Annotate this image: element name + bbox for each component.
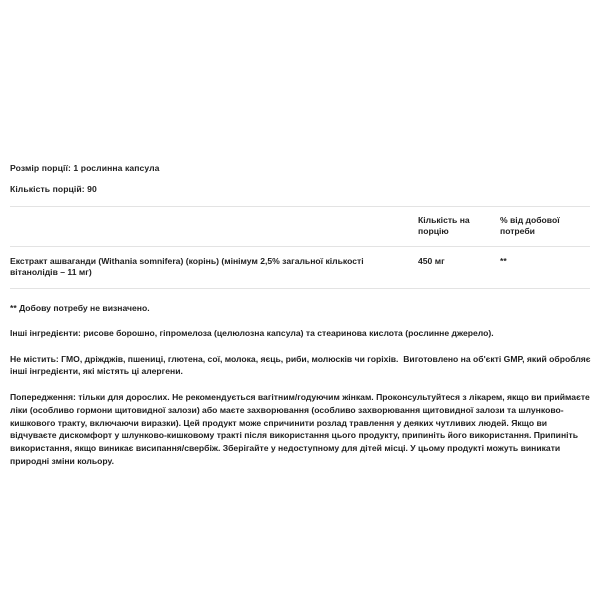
top-spacer	[10, 0, 590, 163]
table-rule-bottom	[10, 288, 590, 289]
table-row	[10, 247, 590, 288]
ingredient-daily-value: **	[500, 255, 507, 266]
ingredient-amount: 450 мг	[418, 255, 445, 266]
column-header-percent-daily-value: % від добової потреби	[500, 214, 560, 237]
divider	[10, 288, 590, 289]
supplement-facts-table	[10, 206, 590, 289]
servings-per-container-line: Кількість порцій: 90	[10, 184, 97, 195]
other-ingredients-text: Інші інгредієнти: рисове борошно, гіпромелоза (целюлозна капсула) та стеаринова кислота (рослинне джерело).	[10, 328, 494, 339]
serving-size-line: Розмір порції: 1 рослинна капсула	[10, 163, 160, 173]
column-header-nutrient	[10, 207, 418, 246]
table-header-row	[10, 207, 590, 246]
column-header-amount-per-serving: Кількість на порцію	[418, 214, 470, 237]
label-body-text	[10, 302, 593, 468]
daily-value-footnote: ** Добову потребу не визначено.	[10, 303, 150, 313]
warning-text: Попередження: тільки для дорослих. Не рекомендується вагітним/годуючим жінкам. Проконсультуйтеся з лікарем, якщо ви приймаєте ліки (особливо гормони щитовидної залози) або маєте захворювання (особливо захворювання щитовидної залози та шлунково-кишкового тракту, включаючи виразки). Цей продукт може спричинити розлад травлення у деяких чутливих людей. Якщо ви відчуваєте дискомфорт у шлунково-кишковому тракті після використання цього продукту, припиніть його використання. Припиніть використання, якщо виникає висипання/свербіж. Зберігайте у недоступному для дітей місці. У цьому продукті можуть виникати природні зміни кольору.	[10, 391, 590, 467]
ingredient-name: Екстракт ашваганди (Withania somnifera) (корінь) (мінімум 2,5% загальної кількості вітанолідів – 11 мг)	[10, 255, 364, 278]
allergen-statement-text: Не містить: ГМО, дріжджів, пшениці, глютена, сої, молока, яєць, риби, молюсків чи горіхів. Виготовлено на об'єкті GMP, який обробляє інші інгредієнти, які містять ці алергени.	[10, 353, 593, 377]
